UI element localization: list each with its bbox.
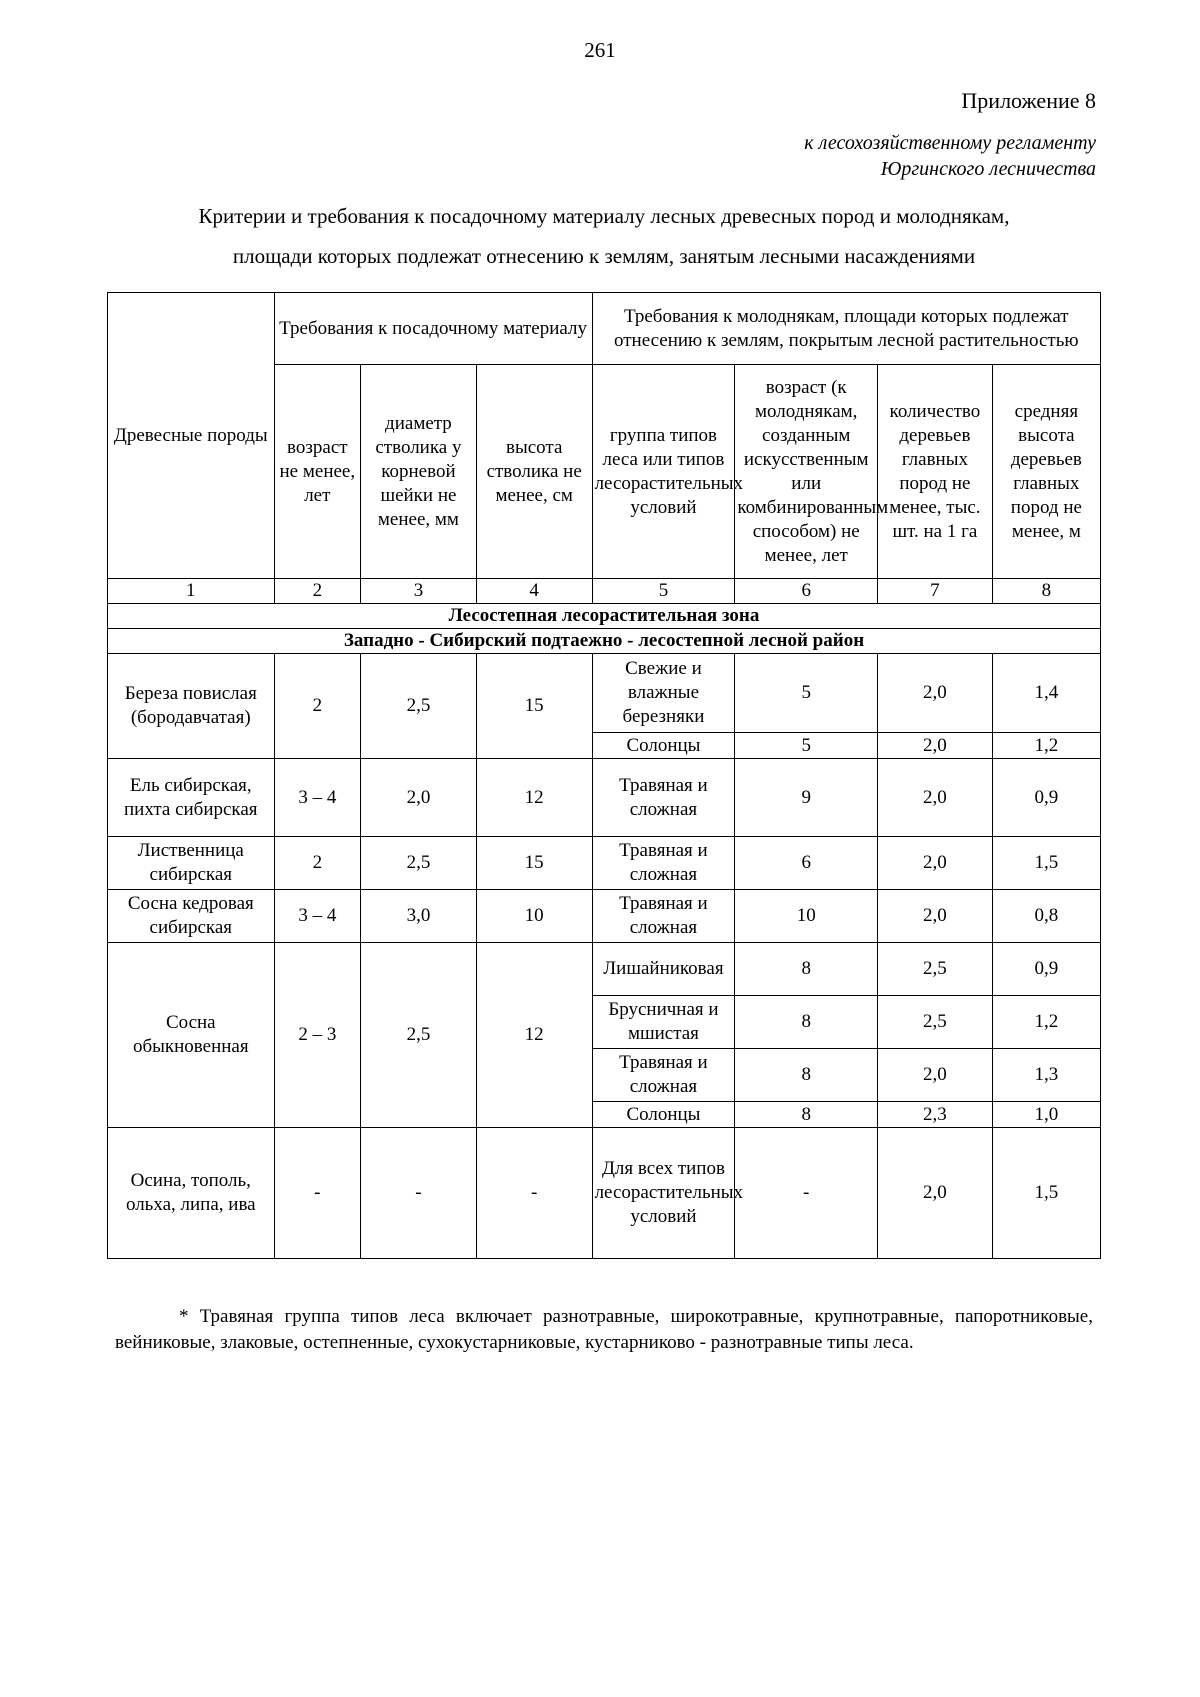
planting-height: 10 <box>476 890 592 943</box>
forest-type-group: Брусничная и мшистая <box>592 996 735 1049</box>
young-stand-age: 8 <box>735 943 878 996</box>
planting-height: 12 <box>476 943 592 1128</box>
page-number: 261 <box>584 38 616 62</box>
average-height: 1,4 <box>992 654 1100 733</box>
average-height: 0,9 <box>992 759 1100 837</box>
table-row <box>108 943 1101 996</box>
planting-age: 3 – 4 <box>274 759 361 837</box>
planting-age: - <box>274 1128 361 1259</box>
forest-type-group: Свежие и влажные березняки <box>592 654 735 733</box>
header-col-7: количество деревьев главных пород не менее, тыс. шт. на 1 га <box>878 365 993 579</box>
young-stand-age: - <box>735 1128 878 1259</box>
header-col-2: возраст не менее, лет <box>274 365 361 579</box>
average-height: 1,2 <box>992 996 1100 1049</box>
tree-count: 2,0 <box>878 1128 993 1259</box>
forest-type-group: Солонцы <box>592 1102 735 1128</box>
planting-diameter: 2,0 <box>361 759 477 837</box>
header-col-5: группа типов леса или типов лесорастительных условий <box>592 365 735 579</box>
young-stand-age: 9 <box>735 759 878 837</box>
forest-type-group: Лишайниковая <box>592 943 735 996</box>
average-height: 0,9 <box>992 943 1100 996</box>
young-stand-age: 8 <box>735 1102 878 1128</box>
average-height: 1,2 <box>992 733 1100 759</box>
average-height: 1,0 <box>992 1102 1100 1128</box>
column-number: 6 <box>735 579 878 604</box>
tree-count: 2,0 <box>878 1049 993 1102</box>
species-name: Осина, тополь, ольха, липа, ива <box>108 1128 275 1259</box>
column-number: 4 <box>476 579 592 604</box>
tree-count: 2,0 <box>878 733 993 759</box>
tree-count: 2,0 <box>878 837 993 890</box>
column-number: 2 <box>274 579 361 604</box>
young-stand-age: 5 <box>735 654 878 733</box>
document-title <box>108 196 1100 276</box>
forest-type-group: Травяная и сложная <box>592 890 735 943</box>
column-number: 5 <box>592 579 735 604</box>
tree-count: 2,5 <box>878 996 993 1049</box>
forest-type-group: Травяная и сложная <box>592 759 735 837</box>
species-name: Ель сибирская, пихта сибирская <box>108 759 275 837</box>
young-stand-age: 8 <box>735 1049 878 1102</box>
region-row: Западно - Сибирский подтаежно - лесостепной лесной район <box>108 629 1101 654</box>
planting-height: - <box>476 1128 592 1259</box>
header-col-8: средняя высота деревьев главных пород не менее, м <box>992 365 1100 579</box>
appendix-label: Приложение 8 <box>961 88 1096 113</box>
species-name: Сосна обыкновенная <box>108 943 275 1128</box>
title-line: площади которых подлежат отнесению к землям, занятым лесными насаждениями <box>232 244 976 268</box>
title-line: Критерии и требования к посадочному материалу лесных древесных пород и молоднякам, <box>198 204 1010 228</box>
planting-age: 2 – 3 <box>274 943 361 1128</box>
planting-diameter: 2,5 <box>361 654 477 759</box>
footnote-text: * Травяная группа типов леса включает разнотравные, широкотравные, крупнотравные, папоротниковые, вейниковые, злаковые, остепненные, сухокустарниковые, кустарниково - разнотравные типы леса. <box>115 1306 1093 1353</box>
table-row <box>108 1128 1101 1259</box>
young-stand-age: 5 <box>735 733 878 759</box>
header-young-stands: Требования к молоднякам, площади которых подлежат отнесению к землям, покрытым лесной растительностью <box>592 293 1100 365</box>
planting-diameter: 3,0 <box>361 890 477 943</box>
table-row <box>108 890 1101 943</box>
young-stand-age: 6 <box>735 837 878 890</box>
table-row <box>108 654 1101 733</box>
average-height: 1,5 <box>992 837 1100 890</box>
tree-count: 2,0 <box>878 759 993 837</box>
forest-type-group: Травяная и сложная <box>592 1049 735 1102</box>
planting-age: 2 <box>274 837 361 890</box>
species-name: Сосна кедровая сибирская <box>108 890 275 943</box>
requirements-table <box>107 292 1101 1259</box>
planting-height: 15 <box>476 837 592 890</box>
young-stand-age: 8 <box>735 996 878 1049</box>
average-height: 1,3 <box>992 1049 1100 1102</box>
planting-diameter: - <box>361 1128 477 1259</box>
column-number: 8 <box>992 579 1100 604</box>
planting-diameter: 2,5 <box>361 943 477 1128</box>
average-height: 1,5 <box>992 1128 1100 1259</box>
header-col-6: возраст (к молоднякам, созданным искусственным или комбинированным способом) не менее, лет <box>735 365 878 579</box>
tree-count: 2,0 <box>878 654 993 733</box>
column-number: 7 <box>878 579 993 604</box>
forest-type-group: Травяная и сложная <box>592 837 735 890</box>
planting-age: 3 – 4 <box>274 890 361 943</box>
table-row <box>108 837 1101 890</box>
planting-diameter: 2,5 <box>361 837 477 890</box>
forest-type-group: Для всех типов лесорастительных условий <box>592 1128 735 1259</box>
planting-height: 15 <box>476 654 592 759</box>
column-number: 3 <box>361 579 477 604</box>
zone-row: Лесостепная лесорастительная зона <box>108 604 1101 629</box>
appendix-subtitle <box>804 130 1096 182</box>
species-name: Лиственница сибирская <box>108 837 275 890</box>
tree-count: 2,3 <box>878 1102 993 1128</box>
planting-age: 2 <box>274 654 361 759</box>
header-species: Древесные породы <box>108 293 275 579</box>
column-number: 1 <box>108 579 275 604</box>
tree-count: 2,5 <box>878 943 993 996</box>
table-row <box>108 759 1101 837</box>
header-planting-material: Требования к посадочному материалу <box>274 293 592 365</box>
average-height: 0,8 <box>992 890 1100 943</box>
header-col-4: высота стволика не менее, см <box>476 365 592 579</box>
species-name: Береза повислая (бородавчатая) <box>108 654 275 759</box>
subtitle-line: к лесохозяйственному регламенту <box>804 132 1096 154</box>
young-stand-age: 10 <box>735 890 878 943</box>
tree-count: 2,0 <box>878 890 993 943</box>
subtitle-line: Юргинского лесничества <box>880 158 1096 180</box>
footnote <box>115 1304 1093 1356</box>
planting-height: 12 <box>476 759 592 837</box>
header-col-3: диаметр стволика у корневой шейки не менее, мм <box>361 365 477 579</box>
forest-type-group: Солонцы <box>592 733 735 759</box>
